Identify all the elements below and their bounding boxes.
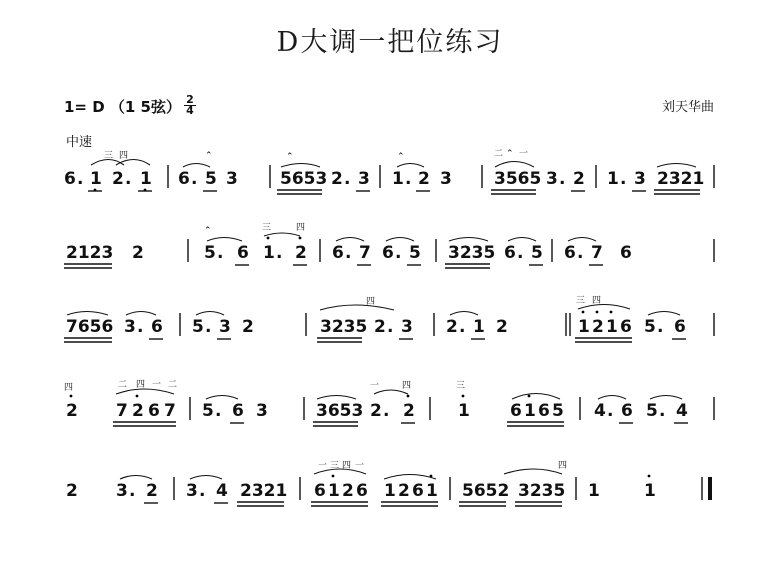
svg-text:.: . <box>577 243 584 263</box>
svg-text:2: 2 <box>592 317 604 337</box>
page-title: D大调一把位练习 <box>276 27 504 58</box>
svg-text:6: 6 <box>510 401 522 421</box>
svg-text:1: 1 <box>644 481 656 501</box>
svg-text:二: 二 <box>494 149 504 159</box>
measure-4-4 <box>313 380 415 426</box>
svg-text:5: 5 <box>646 401 658 421</box>
svg-text:.: . <box>657 317 664 337</box>
svg-text:1: 1 <box>588 481 600 501</box>
svg-text:四: 四 <box>592 296 602 306</box>
svg-text:2: 2 <box>446 317 458 337</box>
measure-4-3 <box>202 396 268 424</box>
measure-3-5 <box>575 295 686 342</box>
measure-2-2 <box>204 222 307 265</box>
svg-text:2321: 2321 <box>240 481 288 501</box>
svg-text:2: 2 <box>573 169 585 189</box>
svg-text:3: 3 <box>116 481 128 501</box>
svg-text:6: 6 <box>620 243 632 263</box>
svg-text:5: 5 <box>409 243 421 263</box>
svg-text:3: 3 <box>256 401 268 421</box>
svg-text:1: 1 <box>384 481 396 501</box>
measure-2-3 <box>332 238 421 266</box>
time-signature <box>184 95 196 116</box>
measure-4-2 <box>113 379 177 426</box>
svg-text:5: 5 <box>192 317 204 337</box>
svg-text:四: 四 <box>64 383 74 393</box>
svg-text:1: 1 <box>524 401 536 421</box>
svg-text:.: . <box>217 243 224 263</box>
measure-2-5 <box>564 238 632 266</box>
time-signature-top: 2 <box>186 93 194 106</box>
measure-3-3 <box>317 296 413 342</box>
svg-text:四: 四 <box>136 380 146 390</box>
svg-text:2: 2 <box>398 481 410 501</box>
svg-text:2: 2 <box>132 243 144 263</box>
svg-text:1: 1 <box>606 317 618 337</box>
svg-text:6: 6 <box>382 243 394 263</box>
svg-text:3235: 3235 <box>448 243 496 263</box>
svg-text:1: 1 <box>458 401 470 421</box>
svg-text:2: 2 <box>112 169 124 189</box>
svg-text:3: 3 <box>219 317 231 337</box>
svg-text:四: 四 <box>342 461 352 471</box>
measure-5-5 <box>381 475 438 507</box>
svg-text:⌃: ⌃ <box>286 152 294 162</box>
measure-5-4 <box>311 460 368 506</box>
svg-text:.: . <box>559 169 566 189</box>
measure-4-5 <box>456 380 470 421</box>
svg-text:三: 三 <box>456 381 466 391</box>
svg-text:.: . <box>191 169 198 189</box>
score-row-3 <box>64 296 716 360</box>
measure-5-7 <box>588 475 656 501</box>
svg-text:4: 4 <box>676 401 688 421</box>
svg-text:2321: 2321 <box>657 169 705 189</box>
measure-5-6 <box>459 460 567 506</box>
score-row-4 <box>64 380 716 444</box>
svg-text:四: 四 <box>296 223 306 233</box>
svg-text:2: 2 <box>496 317 508 337</box>
svg-text:.: . <box>205 317 212 337</box>
svg-text:四: 四 <box>558 461 568 471</box>
measure-1-5 <box>491 149 585 194</box>
svg-text:3: 3 <box>546 169 558 189</box>
time-signature-bottom: 4 <box>184 105 196 116</box>
svg-text:2: 2 <box>66 401 78 421</box>
svg-text:7: 7 <box>359 243 371 263</box>
svg-text:2123: 2123 <box>66 243 114 263</box>
svg-text:.: . <box>129 481 136 501</box>
svg-text:2: 2 <box>331 169 343 189</box>
measure-1-4 <box>392 152 452 191</box>
svg-text:四: 四 <box>366 297 376 307</box>
svg-text:1: 1 <box>392 169 404 189</box>
svg-text:二: 二 <box>168 380 178 390</box>
svg-text:2: 2 <box>66 481 78 501</box>
svg-text:.: . <box>387 317 394 337</box>
svg-text:.: . <box>137 317 144 337</box>
svg-text:三: 三 <box>576 296 586 306</box>
svg-text:2: 2 <box>370 401 382 421</box>
svg-text:三: 三 <box>104 151 114 161</box>
svg-text:4: 4 <box>594 401 606 421</box>
svg-text:3: 3 <box>186 481 198 501</box>
svg-text:3235: 3235 <box>320 317 368 337</box>
measure-1-3 <box>277 152 370 194</box>
svg-text:四: 四 <box>402 381 412 391</box>
composer: 刘天华曲 <box>661 100 714 115</box>
svg-text:.: . <box>620 169 627 189</box>
svg-text:6: 6 <box>148 401 160 421</box>
svg-text:.: . <box>276 243 283 263</box>
svg-text:1: 1 <box>90 169 102 189</box>
svg-text:.: . <box>659 401 666 421</box>
svg-text:.: . <box>125 169 132 189</box>
svg-text:6: 6 <box>332 243 344 263</box>
svg-text:5: 5 <box>644 317 656 337</box>
svg-text:6: 6 <box>412 481 424 501</box>
svg-text:四: 四 <box>119 151 129 161</box>
svg-text:.: . <box>459 317 466 337</box>
svg-text:6: 6 <box>621 401 633 421</box>
svg-text:4: 4 <box>216 481 228 501</box>
svg-text:三: 三 <box>262 223 272 233</box>
svg-text:6: 6 <box>237 243 249 263</box>
svg-text:3: 3 <box>401 317 413 337</box>
measure-1-2 <box>178 151 238 191</box>
svg-text:⌃: ⌃ <box>397 152 405 162</box>
svg-text:⌃: ⌃ <box>205 151 213 161</box>
measure-3-4 <box>446 312 508 340</box>
svg-text:.: . <box>199 481 206 501</box>
measure-5-2 <box>116 476 158 504</box>
svg-text:6: 6 <box>356 481 368 501</box>
svg-text:一: 一 <box>355 461 365 471</box>
svg-text:1: 1 <box>473 317 485 337</box>
svg-text:2: 2 <box>403 401 415 421</box>
measure-4-7 <box>594 396 688 424</box>
score-row-2 <box>64 222 716 286</box>
score-row-5-notation <box>64 460 716 524</box>
svg-text:2: 2 <box>242 317 254 337</box>
measure-5-1 <box>66 481 78 501</box>
svg-text:3235: 3235 <box>518 481 566 501</box>
svg-text:6: 6 <box>151 317 163 337</box>
measure-3-1 <box>64 312 163 343</box>
svg-text:1: 1 <box>607 169 619 189</box>
svg-text:一: 一 <box>318 461 328 471</box>
score-row-1 <box>64 148 716 212</box>
svg-text:3: 3 <box>440 169 452 189</box>
measure-1-1 <box>64 150 152 191</box>
svg-text:⌃: ⌃ <box>506 149 514 159</box>
svg-text:一: 一 <box>519 149 529 159</box>
svg-text:6: 6 <box>314 481 326 501</box>
measure-5-3 <box>186 476 287 507</box>
svg-text:3: 3 <box>226 169 238 189</box>
svg-text:1: 1 <box>328 481 340 501</box>
svg-text:7656: 7656 <box>66 317 114 337</box>
svg-text:2: 2 <box>342 481 354 501</box>
svg-text:5: 5 <box>205 169 217 189</box>
svg-text:1: 1 <box>140 169 152 189</box>
key-signature: 1= D （1 5弦） <box>64 98 181 116</box>
svg-text:6: 6 <box>564 243 576 263</box>
svg-text:7: 7 <box>591 243 603 263</box>
measure-4-1 <box>64 382 78 421</box>
svg-text:3653: 3653 <box>316 401 364 421</box>
tempo-marking: 中速 <box>66 135 93 150</box>
svg-text:2: 2 <box>374 317 386 337</box>
score-row-3-notation <box>64 296 716 360</box>
svg-text:6: 6 <box>64 169 76 189</box>
svg-text:.: . <box>215 401 222 421</box>
svg-text:2: 2 <box>146 481 158 501</box>
svg-text:1: 1 <box>578 317 590 337</box>
svg-text:1: 1 <box>263 243 275 263</box>
svg-text:6: 6 <box>674 317 686 337</box>
svg-text:5: 5 <box>202 401 214 421</box>
measure-3-2 <box>192 312 254 340</box>
score-row-1-notation <box>64 148 716 212</box>
svg-text:.: . <box>383 401 390 421</box>
svg-text:.: . <box>344 169 351 189</box>
svg-text:6: 6 <box>178 169 190 189</box>
svg-text:三: 三 <box>330 461 340 471</box>
measure-1-6 <box>607 164 704 195</box>
svg-text:⌃: ⌃ <box>204 226 212 236</box>
svg-text:.: . <box>77 169 84 189</box>
svg-text:5652: 5652 <box>462 481 510 501</box>
svg-text:3: 3 <box>124 317 136 337</box>
svg-text:.: . <box>395 243 402 263</box>
svg-text:1: 1 <box>426 481 438 501</box>
svg-text:2: 2 <box>132 401 144 421</box>
measure-4-6 <box>507 394 564 427</box>
measure-2-4 <box>445 238 543 269</box>
svg-text:.: . <box>345 243 352 263</box>
svg-text:.: . <box>517 243 524 263</box>
svg-text:3: 3 <box>634 169 646 189</box>
svg-text:6: 6 <box>620 317 632 337</box>
svg-text:5: 5 <box>552 401 564 421</box>
svg-text:.: . <box>405 169 412 189</box>
svg-text:.: . <box>607 401 614 421</box>
svg-text:5653: 5653 <box>280 169 328 189</box>
measure-2-1 <box>64 243 144 268</box>
svg-text:5: 5 <box>531 243 543 263</box>
svg-text:5: 5 <box>204 243 216 263</box>
svg-text:一: 一 <box>370 381 380 391</box>
svg-text:7: 7 <box>116 401 128 421</box>
svg-text:二: 二 <box>118 380 128 390</box>
score-row-4-notation <box>64 380 716 444</box>
svg-text:2: 2 <box>418 169 430 189</box>
svg-text:6: 6 <box>232 401 244 421</box>
score-row-5 <box>64 460 716 524</box>
svg-text:2: 2 <box>295 243 307 263</box>
svg-text:一: 一 <box>152 380 162 390</box>
svg-text:3565: 3565 <box>494 169 542 189</box>
svg-text:7: 7 <box>164 401 176 421</box>
score-row-2-notation <box>64 222 716 286</box>
svg-text:6: 6 <box>504 243 516 263</box>
svg-text:3: 3 <box>358 169 370 189</box>
svg-text:6: 6 <box>538 401 550 421</box>
